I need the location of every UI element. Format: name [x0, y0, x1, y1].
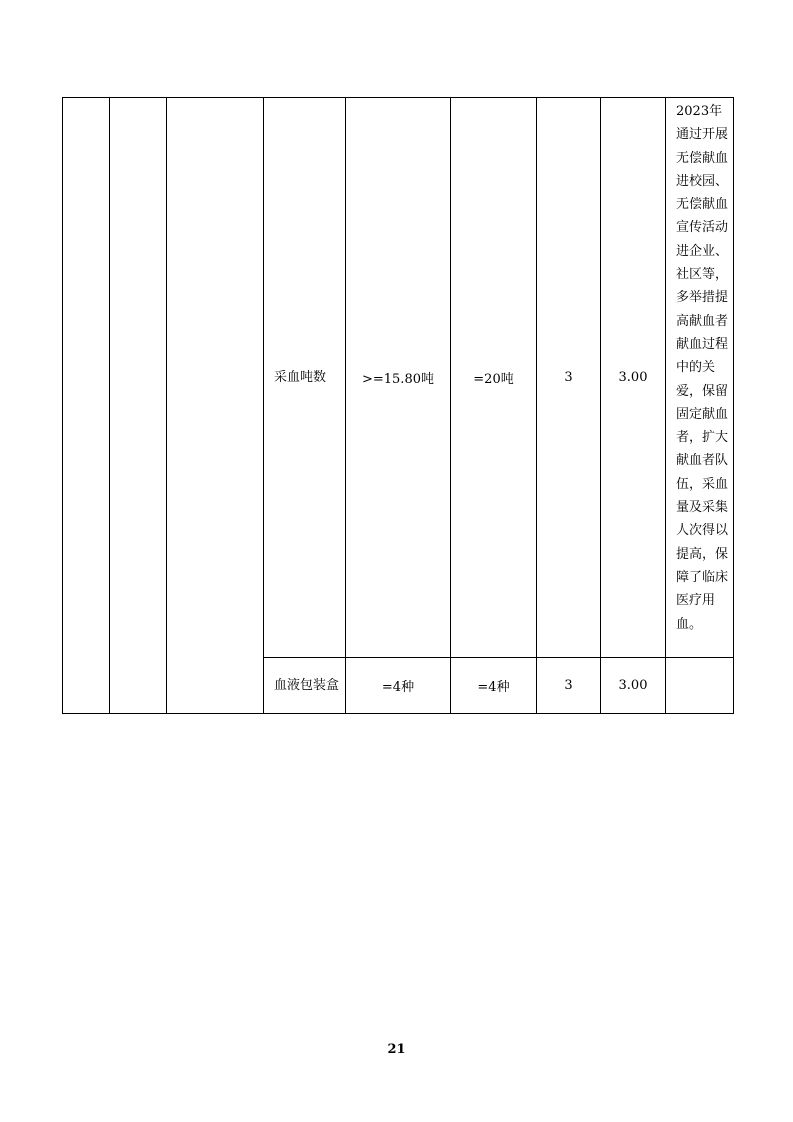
indicator-name: 血液包装盒: [264, 658, 346, 714]
remark-text: 2023年通过开展无偿献血进校园、无偿献血宣传活动进企业、社区等，多举措提高献血者献血过程中的关爱，保留固定献血者，扩大献血者队伍，采血量及采集人次得以提高，保障了临床医疗用血。: [676, 104, 729, 632]
weight-value: 3: [537, 98, 601, 658]
weight-value: 3: [537, 658, 601, 714]
page-number: 21: [387, 1042, 406, 1057]
actual-value: =20吨: [451, 98, 537, 658]
empty-sub-subcategory-cell: [167, 98, 264, 714]
score-value: 3.00: [601, 98, 666, 658]
remark-cell: [666, 98, 734, 658]
score-value: 3.00: [601, 658, 666, 714]
annual-target: =4种: [346, 658, 451, 714]
performance-table: [62, 97, 734, 714]
empty-subcategory-cell: [110, 98, 167, 714]
table-row: [63, 98, 734, 658]
indicator-name: 采血吨数: [264, 98, 346, 658]
empty-category-cell: [63, 98, 110, 714]
annual-target: >=15.80吨: [346, 98, 451, 658]
remark-cell: [666, 658, 734, 714]
actual-value: =4种: [451, 658, 537, 714]
